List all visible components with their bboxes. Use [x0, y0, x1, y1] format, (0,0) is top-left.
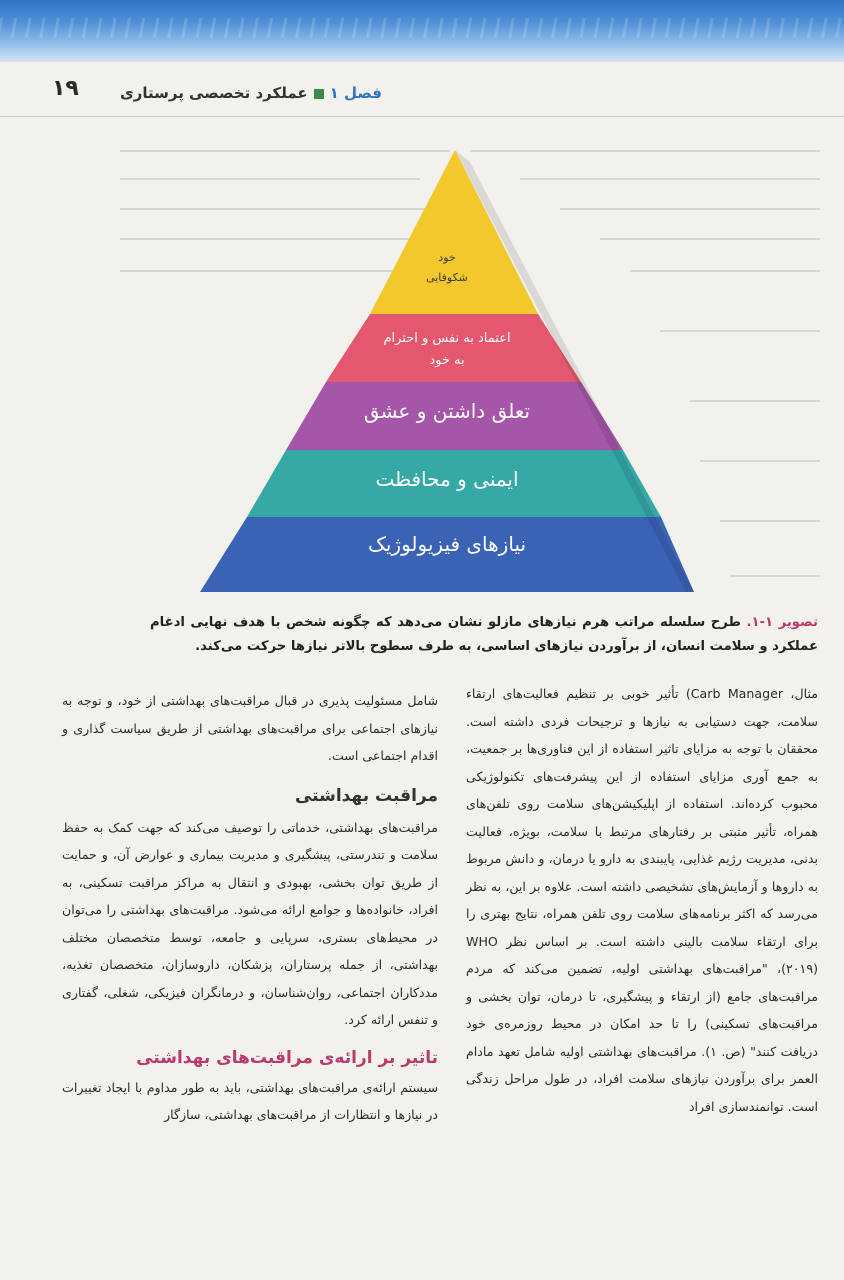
page-number: ۱۹: [52, 76, 79, 101]
figure-caption-text: طرح سلسله مراتب هرم نیازهای مازلو نشان می‌دهد که چگونه شخص با هدف نهایی ادغام عملکرد و سلامت انسان، از برآوردن نیازهای اساسی، به طرف سطوح بالاتر نیازها حرکت می‌کند.: [150, 615, 818, 654]
pyramid-level-self-actualization: [370, 150, 538, 314]
running-head: [120, 84, 382, 102]
pyramid-label-self-actualization-line2: شکوفایی: [426, 271, 468, 284]
figure-caption: [150, 611, 818, 659]
pyramid-label-esteem-line2: به خود: [429, 353, 465, 368]
top-decorative-band: [0, 0, 844, 62]
chapter-title: عملکرد تخصصی پرستاری: [119, 84, 308, 102]
square-bullet-icon: [314, 89, 324, 99]
impact-paragraph: سیستم ارائه‌ی مراقبت‌های بهداشتی، باید به طور مداوم با ایجاد تغییرات در نیازها و انتظارات از مراقبت‌های بهداشتی، سازگار: [62, 1079, 438, 1122]
pyramid-label-belonging: تعلق داشتن و عشق: [363, 399, 531, 423]
maslow-pyramid: [200, 150, 694, 592]
figure-number: تصویر ۱-۱.: [746, 615, 818, 630]
page-header: [0, 62, 844, 117]
pyramid-label-esteem-line1: اعتماد به نفس و احترام: [383, 331, 511, 346]
pyramid-label-self-actualization: [200, 248, 694, 288]
chapter-label: فصل ۱: [329, 84, 382, 102]
left-column: [62, 687, 438, 1129]
pyramid-label-physiological: نیازهای فیزیولوژیک: [367, 532, 527, 556]
pyramid-label-esteem: [200, 328, 694, 372]
right-column: [466, 680, 818, 1120]
pyramid-label-self-actualization-line1: خود: [438, 251, 456, 264]
pyramid-label-safety: ایمنی و محافظت: [375, 467, 519, 491]
section-heading-health-care: مراقبت بهداشتی: [294, 785, 438, 806]
health-care-paragraph: مراقبت‌های بهداشتی، خدماتی را توصیف می‌کند که جهت کمک به حفظ سلامت و تندرستی، پیشگیری و مدیریت بیماری و عوارض آن، و حمایت از طریق توان بخشی، بهبودی و انتقال به مراکز مراقبت تسکینی، به افراد، خانواده‌ها و جوامع ارائه می‌شود. مراقبت‌های بهداشتی را می‌توان در محیط‌های بستری، سرپایی و جامعه، توسط متخصصان مختلف بهداشتی، از جمله پرستاران، پزشکان، داروسازان، متخصصان تغذیه، مددکاران اجتماعی، روان‌شناسان، و درمانگران فیزیکی، شغلی، گفتاری و تنفس ارائه کرد.: [62, 819, 438, 1027]
section-heading-impact: تاثیر بر ارائه‌ی مراقبت‌های بهداشتی: [136, 1047, 438, 1068]
left-column-intro: شامل مسئولیت پذیری در قبال مراقبت‌های بهداشتی از خود، و توجه به نیازهای اجتماعی برای مراقبت‌های بهداشتی از طریق سیاست گذاری و اقدام اجتماعی است.: [62, 693, 438, 763]
right-column-paragraph: مثال، Carb Manager) تأثیر خوبی بر تنظیم فعالیت‌های ارتقاء سلامت، جهت دستیابی به نیازها و ترجیحات فردی داشته است. محققان با توجه به مزایای تاثیر استفاده از این فناوری‌ها بر جمعیت، به جمع آوری مزایای استفاده از این پیشرفت‌های تکنولوژیکی محبوب کرده‌اند. استفاده از اپلیکیشن‌های سلامت روی تلفن‌های همراه، تأثیر مثبتی بر رفتارهای مرتبط با سلامت، بویژه، فعالیت بدنی، مدیریت رژیم غذایی، پایبندی به دارو یا درمان، و دانش مربوط به داروها و آزمایش‌های تشخیصی داشته است. علاوه بر این، به نظر می‌رسد که اکثر برنامه‌های سلامت روی تلفن همراه، نتایج بهتری را برای ارتقاء سلامت بالینی داشته است. بر اساس نظر WHO (۲۰۱۹)، "مراقبت‌های بهداشتی اولیه، تضمین می‌کند که مردم مراقبت‌های جامع (از ارتقاء و پیشگیری، تا درمان، توان بخشی و مراقبت‌های تسکینی) را تا حد امکان در محیط روزمره‌ی خود دریافت کنند" (ص. ۱). مراقبت‌های بهداشتی اولیه شامل تعهد مادام العمر برای برآوردن نیازهای سلامت افراد، در طول مراحل زندگی است. توانمندسازی افراد: [466, 686, 818, 1114]
